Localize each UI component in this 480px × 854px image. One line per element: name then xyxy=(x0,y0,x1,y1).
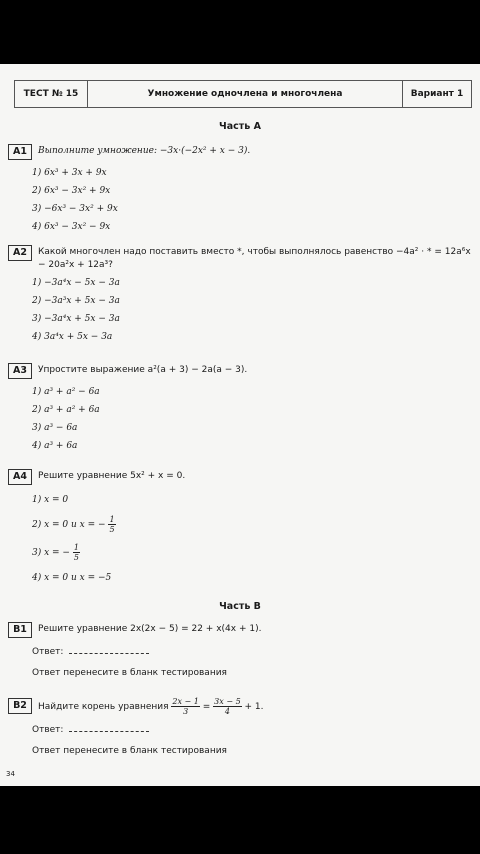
option-text: 2) x = 0 и x = − xyxy=(32,520,106,530)
part-b-heading: Часть В xyxy=(219,601,261,612)
transfer-note: Ответ перенесите в бланк тестирования xyxy=(32,668,227,678)
answer-option: 1) −3a⁴x − 5x − 3a xyxy=(32,278,120,288)
answer-option: 2) a³ + a² + 6a xyxy=(32,405,100,415)
test-header xyxy=(14,80,472,108)
task-question: Решите уравнение 2x(2x − 5) = 22 + x(4x + 1). xyxy=(38,624,262,634)
task-a2 xyxy=(8,245,472,346)
worksheet-page xyxy=(0,64,480,786)
fraction-numerator: 2x − 1 xyxy=(172,697,199,706)
answer-option: 2) −3a³x + 5x − 3a xyxy=(32,296,120,306)
test-number: ТЕСТ № 15 xyxy=(15,81,88,107)
fraction xyxy=(171,697,199,716)
task-tag: B2 xyxy=(8,698,32,714)
answer-option: 1) 6x³ + 3x + 9x xyxy=(32,168,107,178)
option-text: 3) x = − xyxy=(32,548,70,558)
answer-row xyxy=(32,722,472,738)
fraction-numerator: 3x − 5 xyxy=(214,697,241,706)
task-b2 xyxy=(8,696,472,756)
answer-option: 2) 6x³ − 3x² + 9x xyxy=(32,186,111,196)
answer-option: 3) −3a⁴x + 5x − 3a xyxy=(32,314,120,324)
fraction-denominator: 4 xyxy=(224,707,230,716)
answer-label: Ответ: xyxy=(32,647,64,657)
fraction xyxy=(73,543,80,562)
answer-row xyxy=(32,644,472,660)
task-tag: A3 xyxy=(8,363,32,379)
fraction-denominator: 5 xyxy=(73,553,79,562)
answer-blank[interactable] xyxy=(69,723,149,732)
task-tag: B1 xyxy=(8,622,32,638)
fraction-denominator: 3 xyxy=(183,707,189,716)
fraction xyxy=(213,697,241,716)
answer-option: 1) a³ + a² − 6a xyxy=(32,387,100,397)
answer-option: 4) a³ + 6a xyxy=(32,441,78,451)
fraction-numerator: 1 xyxy=(109,515,115,524)
answer-blank[interactable] xyxy=(69,645,149,654)
task-question xyxy=(38,696,472,716)
equals-sign: = xyxy=(202,702,211,712)
transfer-note: Ответ перенесите в бланк тестирования xyxy=(32,746,227,756)
task-b1 xyxy=(8,622,472,678)
task-question: Упростите выражение a²(a + 3) − 2a(a − 3). xyxy=(38,365,248,375)
answer-option xyxy=(32,511,472,539)
question-text: Найдите корень уравнения xyxy=(38,702,169,712)
task-a4 xyxy=(8,469,472,589)
answer-option: 3) −6x³ − 3x² + 9x xyxy=(32,204,118,214)
answer-option xyxy=(32,539,472,567)
fraction-denominator: 5 xyxy=(109,525,115,534)
fraction-numerator: 1 xyxy=(73,543,79,552)
answer-label: Ответ: xyxy=(32,725,64,735)
task-tag: A2 xyxy=(8,245,32,261)
task-a1 xyxy=(8,144,472,236)
task-tag: A4 xyxy=(8,469,32,485)
task-question: Какой многочлен надо поставить вместо *, чтобы выполнялось равенство −4a² · * = 12a⁶x − 20a²x + 12a³? xyxy=(38,247,471,270)
test-title: Умножение одночлена и многочлена xyxy=(88,81,403,107)
task-question: Выполните умножение: −3x·(−2x² + x − 3). xyxy=(38,146,251,156)
part-a-heading: Часть А xyxy=(219,121,261,132)
fraction xyxy=(108,515,115,534)
answer-option: 4) x = 0 и x = −5 xyxy=(32,573,112,583)
page-number: 34 xyxy=(6,770,15,778)
answer-option: 4) 6x³ − 3x² − 9x xyxy=(32,222,111,232)
task-a3 xyxy=(8,363,472,455)
task-question: Решите уравнение 5x² + x = 0. xyxy=(38,471,186,481)
answer-option: 3) a³ − 6a xyxy=(32,423,78,433)
question-text: + 1. xyxy=(244,702,264,712)
answer-option: 1) x = 0 xyxy=(32,495,69,505)
answer-option: 4) 3a⁴x + 5x − 3a xyxy=(32,332,113,342)
task-tag: A1 xyxy=(8,144,32,160)
variant-label: Вариант 1 xyxy=(410,89,464,99)
